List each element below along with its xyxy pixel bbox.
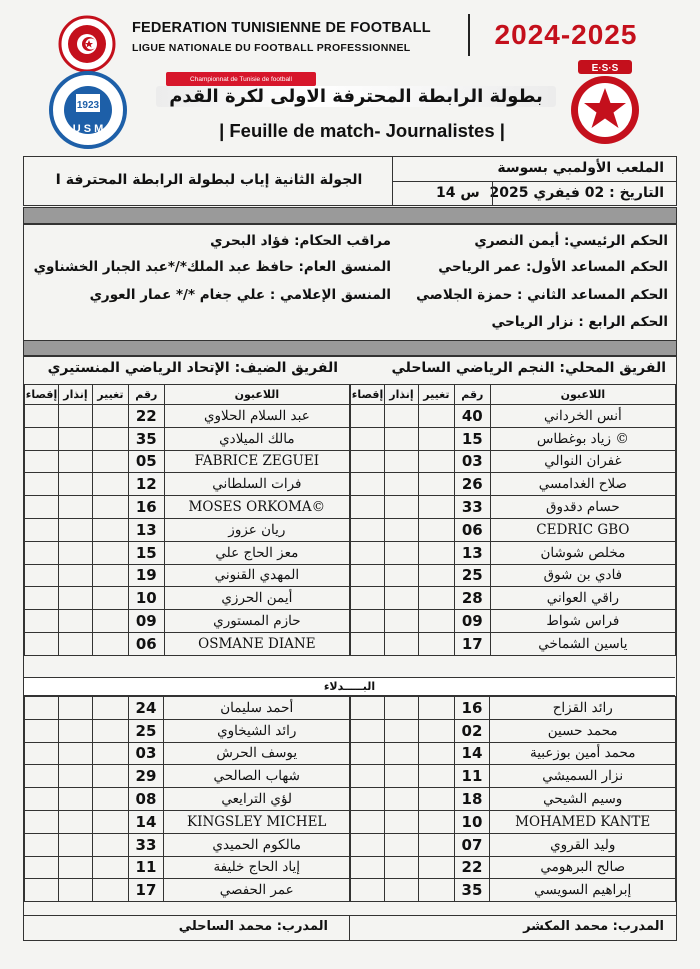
expulsion-cell <box>25 697 59 720</box>
player-row <box>25 405 350 428</box>
col-expulsion: إقصاء <box>351 385 385 405</box>
sub-cell <box>92 742 128 765</box>
expulsion-cell <box>25 810 59 833</box>
sub-cell <box>92 496 128 519</box>
warning-cell <box>58 879 92 902</box>
player-number: 29 <box>128 765 164 788</box>
player-number: 16 <box>454 697 490 720</box>
sub-cell <box>418 450 454 473</box>
home-coach: المدرب: محمد المكشر <box>523 919 664 934</box>
warning-cell <box>58 697 92 720</box>
officials-section <box>23 224 677 342</box>
ftf-logo-icon <box>56 14 118 74</box>
home-team-table <box>350 384 676 656</box>
sub-cell <box>418 810 454 833</box>
expulsion-cell <box>351 765 385 788</box>
sub-cell <box>418 632 454 655</box>
away-team-label: الفريق الضيف: الإتحاد الرياضي المنستيري <box>47 360 338 376</box>
sheet-title: | Feuille de match- Journalistes | <box>219 120 505 141</box>
player-number: 25 <box>454 564 490 587</box>
expulsion-cell <box>25 427 59 450</box>
sub-cell <box>92 473 128 496</box>
player-name: شهاب الصالحي <box>164 765 350 788</box>
player-name: حازم المستوري <box>164 610 349 633</box>
col-number: رقم <box>454 385 490 405</box>
expulsion-cell <box>25 564 59 587</box>
player-name: زياد بوغطاس © <box>490 427 675 450</box>
player-row <box>351 405 676 428</box>
warning-cell <box>384 427 418 450</box>
player-row <box>25 697 350 720</box>
player-row <box>25 518 350 541</box>
warning-cell <box>384 450 418 473</box>
player-name: KINGSLEY MICHEL <box>164 810 350 833</box>
warning-cell <box>384 856 418 879</box>
player-row <box>25 765 350 788</box>
sub-cell <box>92 427 128 450</box>
player-name: مالكوم الحميدي <box>164 833 350 856</box>
expulsion-cell <box>25 765 59 788</box>
player-number: 06 <box>128 632 164 655</box>
expulsion-cell <box>351 564 385 587</box>
teams-section <box>23 356 677 941</box>
player-row <box>25 833 350 856</box>
sub-cell <box>92 405 128 428</box>
player-number: 33 <box>454 496 490 519</box>
warning-cell <box>384 473 418 496</box>
away-coach: المدرب: محمد الساحلي <box>178 919 328 934</box>
expulsion-cell <box>25 742 59 765</box>
player-name: محمد حسين <box>490 719 676 742</box>
player-name: راقي العواني <box>490 587 675 610</box>
away-team-table <box>24 384 350 656</box>
sub-cell <box>418 833 454 856</box>
player-name: صلاح الغدامسي <box>490 473 675 496</box>
player-row <box>351 765 676 788</box>
player-name: لؤي الترايعي <box>164 788 350 811</box>
warning-cell <box>58 518 92 541</box>
warning-cell <box>384 788 418 811</box>
player-row <box>25 541 350 564</box>
fourth-official: الحكم الرابع : نزار الرياحي <box>491 314 668 330</box>
sub-cell <box>418 879 454 902</box>
sub-cell <box>418 610 454 633</box>
player-name: رائد الشيخاوي <box>164 719 350 742</box>
warning-cell <box>384 719 418 742</box>
sub-cell <box>418 541 454 564</box>
sub-cell <box>92 833 128 856</box>
player-row <box>25 632 350 655</box>
expulsion-cell <box>351 697 385 720</box>
expulsion-cell <box>351 587 385 610</box>
document-header <box>36 6 664 146</box>
expulsion-cell <box>25 496 59 519</box>
championship-banner: Championnat de Tunisie de football <box>166 72 316 86</box>
warning-cell <box>58 719 92 742</box>
player-name: فراس شواط <box>490 610 675 633</box>
player-number: 25 <box>128 719 164 742</box>
player-row <box>25 587 350 610</box>
warning-cell <box>58 564 92 587</box>
player-number: 22 <box>128 405 164 428</box>
col-sub: تغيير <box>418 385 454 405</box>
warning-cell <box>384 496 418 519</box>
referee-observer: مراقب الحكام: فؤاد البحري <box>210 233 391 249</box>
expulsion-cell <box>351 518 385 541</box>
federation-line2: LIGUE NATIONALE DU FOOTBALL PROFESSIONNEL <box>132 42 411 54</box>
referee: الحكم الرئيسي: أيمن النصري <box>474 233 668 249</box>
player-number: 24 <box>128 697 164 720</box>
warning-cell <box>58 856 92 879</box>
sub-cell <box>92 587 128 610</box>
expulsion-cell <box>351 610 385 633</box>
warning-cell <box>384 697 418 720</box>
warning-cell <box>384 810 418 833</box>
match-time: س 14 <box>436 185 480 201</box>
warning-cell <box>384 610 418 633</box>
home-team-label: الفريق المحلي: النجم الرياضي الساحلي <box>391 360 666 376</box>
sub-cell <box>418 518 454 541</box>
player-name: مالك الميلادي <box>164 427 349 450</box>
player-number: 16 <box>128 496 164 519</box>
federation-line1: FEDERATION TUNISIENNE DE FOOTBALL <box>132 20 431 36</box>
player-number: 35 <box>454 879 490 902</box>
sub-cell <box>92 879 128 902</box>
player-number: 17 <box>454 632 490 655</box>
player-name: ريان عزوز <box>164 518 349 541</box>
player-row <box>25 473 350 496</box>
player-row <box>351 697 676 720</box>
expulsion-cell <box>351 810 385 833</box>
expulsion-cell <box>25 473 59 496</box>
expulsion-cell <box>25 541 59 564</box>
player-row <box>351 473 676 496</box>
sub-cell <box>418 427 454 450</box>
substitutes-divider <box>24 677 675 696</box>
expulsion-cell <box>351 856 385 879</box>
warning-cell <box>58 496 92 519</box>
warning-cell <box>58 450 92 473</box>
col-sub: تغيير <box>92 385 128 405</box>
player-name: عبد السلام الحلاوي <box>164 405 349 428</box>
player-name: MOHAMED KANTE <box>490 810 676 833</box>
warning-cell <box>384 765 418 788</box>
warning-cell <box>384 632 418 655</box>
player-number: 08 <box>128 788 164 811</box>
expulsion-cell <box>351 427 385 450</box>
warning-cell <box>384 742 418 765</box>
player-name: أنس الخرداني <box>490 405 675 428</box>
warning-cell <box>58 405 92 428</box>
sub-cell <box>418 405 454 428</box>
warning-cell <box>58 810 92 833</box>
expulsion-cell <box>351 632 385 655</box>
player-name: فادي بن شوق <box>490 564 675 587</box>
sub-cell <box>418 697 454 720</box>
col-warning: إنذار <box>384 385 418 405</box>
expulsion-cell <box>25 856 59 879</box>
player-row <box>25 719 350 742</box>
sub-cell <box>92 788 128 811</box>
expulsion-cell <box>351 450 385 473</box>
expulsion-cell <box>351 742 385 765</box>
player-row <box>25 427 350 450</box>
player-number: 09 <box>128 610 164 633</box>
player-number: 14 <box>128 810 164 833</box>
home-subs-table <box>350 696 676 902</box>
sub-cell <box>418 742 454 765</box>
substitutes-label: البـــــدلاء <box>24 678 675 696</box>
player-row <box>25 810 350 833</box>
warning-cell <box>58 742 92 765</box>
expulsion-cell <box>25 610 59 633</box>
player-name: FABRICE ZEGUEI <box>164 450 349 473</box>
warning-cell <box>384 587 418 610</box>
warning-cell <box>384 405 418 428</box>
expulsion-cell <box>351 473 385 496</box>
player-name: صالح البرهومي <box>490 856 676 879</box>
player-row <box>351 450 676 473</box>
sub-cell <box>418 788 454 811</box>
player-row <box>351 496 676 519</box>
player-row <box>25 788 350 811</box>
player-name: OSMANE DIANE <box>164 632 349 655</box>
player-number: 03 <box>128 742 164 765</box>
player-number: 03 <box>454 450 490 473</box>
player-number: 11 <box>128 856 164 879</box>
sub-cell <box>92 610 128 633</box>
player-row <box>351 833 676 856</box>
player-number: 11 <box>454 765 490 788</box>
expulsion-cell <box>25 587 59 610</box>
player-number: 13 <box>454 541 490 564</box>
ess-letters: E·S·S <box>591 63 619 74</box>
player-name: يوسف الحرش <box>164 742 350 765</box>
expulsion-cell <box>25 405 59 428</box>
player-row <box>351 742 676 765</box>
sub-cell <box>92 697 128 720</box>
player-name: محمد أمين بوزعبية <box>490 742 676 765</box>
col-number: رقم <box>128 385 164 405</box>
player-name: حسام دقدوق <box>490 496 675 519</box>
col-players: اللاعبون <box>490 385 675 405</box>
player-number: 28 <box>454 587 490 610</box>
match-date: التاريخ : 02 فيفري 2025 <box>489 185 664 201</box>
player-number: 10 <box>128 587 164 610</box>
warning-cell <box>58 427 92 450</box>
expulsion-cell <box>351 719 385 742</box>
player-number: 18 <box>454 788 490 811</box>
player-name: رائد القزاح <box>490 697 676 720</box>
section-divider <box>23 340 677 356</box>
player-row <box>351 856 676 879</box>
warning-cell <box>384 541 418 564</box>
player-number: 02 <box>454 719 490 742</box>
col-warning: إنذار <box>58 385 92 405</box>
player-row <box>351 610 676 633</box>
sub-cell <box>92 765 128 788</box>
media-coordinator: المنسق الإعلامي : علي جغام */* عمار العوري <box>89 287 391 303</box>
player-row <box>351 427 676 450</box>
player-row <box>351 810 676 833</box>
player-name: فرات السلطاني <box>164 473 349 496</box>
player-number: 09 <box>454 610 490 633</box>
warning-cell <box>58 541 92 564</box>
player-name: وليد القروي <box>490 833 676 856</box>
assistant-referee-2: الحكم المساعد الثاني : حمزة الجلاصي <box>416 287 668 303</box>
player-name: المهدي القنوني <box>164 564 349 587</box>
ess-logo-icon <box>564 58 646 148</box>
sub-cell <box>92 564 128 587</box>
player-name: عمر الحفصي <box>164 879 350 902</box>
sub-cell <box>92 719 128 742</box>
player-name: معز الحاج علي <box>164 541 349 564</box>
player-number: 17 <box>128 879 164 902</box>
player-name: أحمد سليمان <box>164 697 350 720</box>
player-row <box>351 719 676 742</box>
sub-cell <box>92 632 128 655</box>
usm-logo-icon <box>46 70 130 150</box>
warning-cell <box>384 833 418 856</box>
col-expulsion: إقصاء <box>25 385 59 405</box>
sub-cell <box>418 587 454 610</box>
warning-cell <box>384 879 418 902</box>
player-name: ياسين الشماخي <box>490 632 675 655</box>
sub-cell <box>92 856 128 879</box>
sub-cell <box>418 496 454 519</box>
player-name: مخلص شوشان <box>490 541 675 564</box>
player-row <box>351 879 676 902</box>
expulsion-cell <box>25 518 59 541</box>
expulsion-cell <box>351 405 385 428</box>
expulsion-cell <box>25 450 59 473</box>
player-name: وسيم الشيحي <box>490 788 676 811</box>
player-row <box>351 587 676 610</box>
player-row <box>351 541 676 564</box>
player-name: أيمن الحرزي <box>164 587 349 610</box>
usm-letters: U S M <box>72 123 104 135</box>
expulsion-cell <box>25 788 59 811</box>
expulsion-cell <box>25 833 59 856</box>
player-number: 07 <box>454 833 490 856</box>
sub-cell <box>418 473 454 496</box>
player-name: CEDRIC GBO <box>490 518 675 541</box>
federation-name <box>132 20 431 54</box>
sub-cell <box>92 810 128 833</box>
player-number: 13 <box>128 518 164 541</box>
player-row <box>25 856 350 879</box>
player-row <box>25 496 350 519</box>
player-number: 22 <box>454 856 490 879</box>
warning-cell <box>58 587 92 610</box>
warning-cell <box>384 518 418 541</box>
player-row <box>25 879 350 902</box>
player-row <box>25 564 350 587</box>
player-row <box>25 450 350 473</box>
expulsion-cell <box>25 719 59 742</box>
sub-cell <box>418 765 454 788</box>
player-number: 15 <box>454 427 490 450</box>
player-number: 10 <box>454 810 490 833</box>
match-info <box>23 156 677 206</box>
player-number: 12 <box>128 473 164 496</box>
player-name: MOSES ORKOMA© <box>164 496 349 519</box>
player-row <box>351 788 676 811</box>
stadium: الملعب الأولمبي بسوسة <box>497 160 664 176</box>
sub-cell <box>92 518 128 541</box>
season-label: 2024-2025 <box>468 14 662 56</box>
player-row <box>25 610 350 633</box>
usm-year: 1923 <box>76 100 100 111</box>
away-subs-table <box>24 696 350 902</box>
sub-cell <box>418 719 454 742</box>
expulsion-cell <box>351 879 385 902</box>
section-divider <box>23 207 677 224</box>
sub-cell <box>92 450 128 473</box>
player-number: 33 <box>128 833 164 856</box>
expulsion-cell <box>351 496 385 519</box>
player-row <box>25 742 350 765</box>
match-round: الجولة الثانية إياب لبطولة الرابطة المحترفة I <box>55 172 363 188</box>
player-number: 06 <box>454 518 490 541</box>
player-name: إياد الحاج خليفة <box>164 856 350 879</box>
expulsion-cell <box>351 788 385 811</box>
col-players: اللاعبون <box>164 385 349 405</box>
assistant-referee-1: الحكم المساعد الأول: عمر الرياحي <box>438 259 668 275</box>
player-number: 35 <box>128 427 164 450</box>
championship-title: بطولة الرابطة المحترفة الاولى لكرة القدم <box>156 86 556 107</box>
expulsion-cell <box>351 541 385 564</box>
expulsion-cell <box>351 833 385 856</box>
warning-cell <box>58 473 92 496</box>
player-name: إبراهيم السويسي <box>490 879 676 902</box>
player-row <box>351 632 676 655</box>
expulsion-cell <box>25 632 59 655</box>
sub-cell <box>418 564 454 587</box>
expulsion-cell <box>25 879 59 902</box>
sub-cell <box>418 856 454 879</box>
player-number: 40 <box>454 405 490 428</box>
warning-cell <box>384 564 418 587</box>
warning-cell <box>58 788 92 811</box>
warning-cell <box>58 833 92 856</box>
sub-cell <box>92 541 128 564</box>
general-coordinator: المنسق العام: حافظ عبد الملك*/*عبد الجبار الخشناوي <box>33 259 391 275</box>
player-number: 15 <box>128 541 164 564</box>
warning-cell <box>58 610 92 633</box>
player-number: 19 <box>128 564 164 587</box>
player-number: 05 <box>128 450 164 473</box>
warning-cell <box>58 765 92 788</box>
player-name: نزار السميشي <box>490 765 676 788</box>
player-row <box>351 518 676 541</box>
player-number: 14 <box>454 742 490 765</box>
player-number: 26 <box>454 473 490 496</box>
player-row <box>351 564 676 587</box>
warning-cell <box>58 632 92 655</box>
player-name: غفران النوالي <box>490 450 675 473</box>
